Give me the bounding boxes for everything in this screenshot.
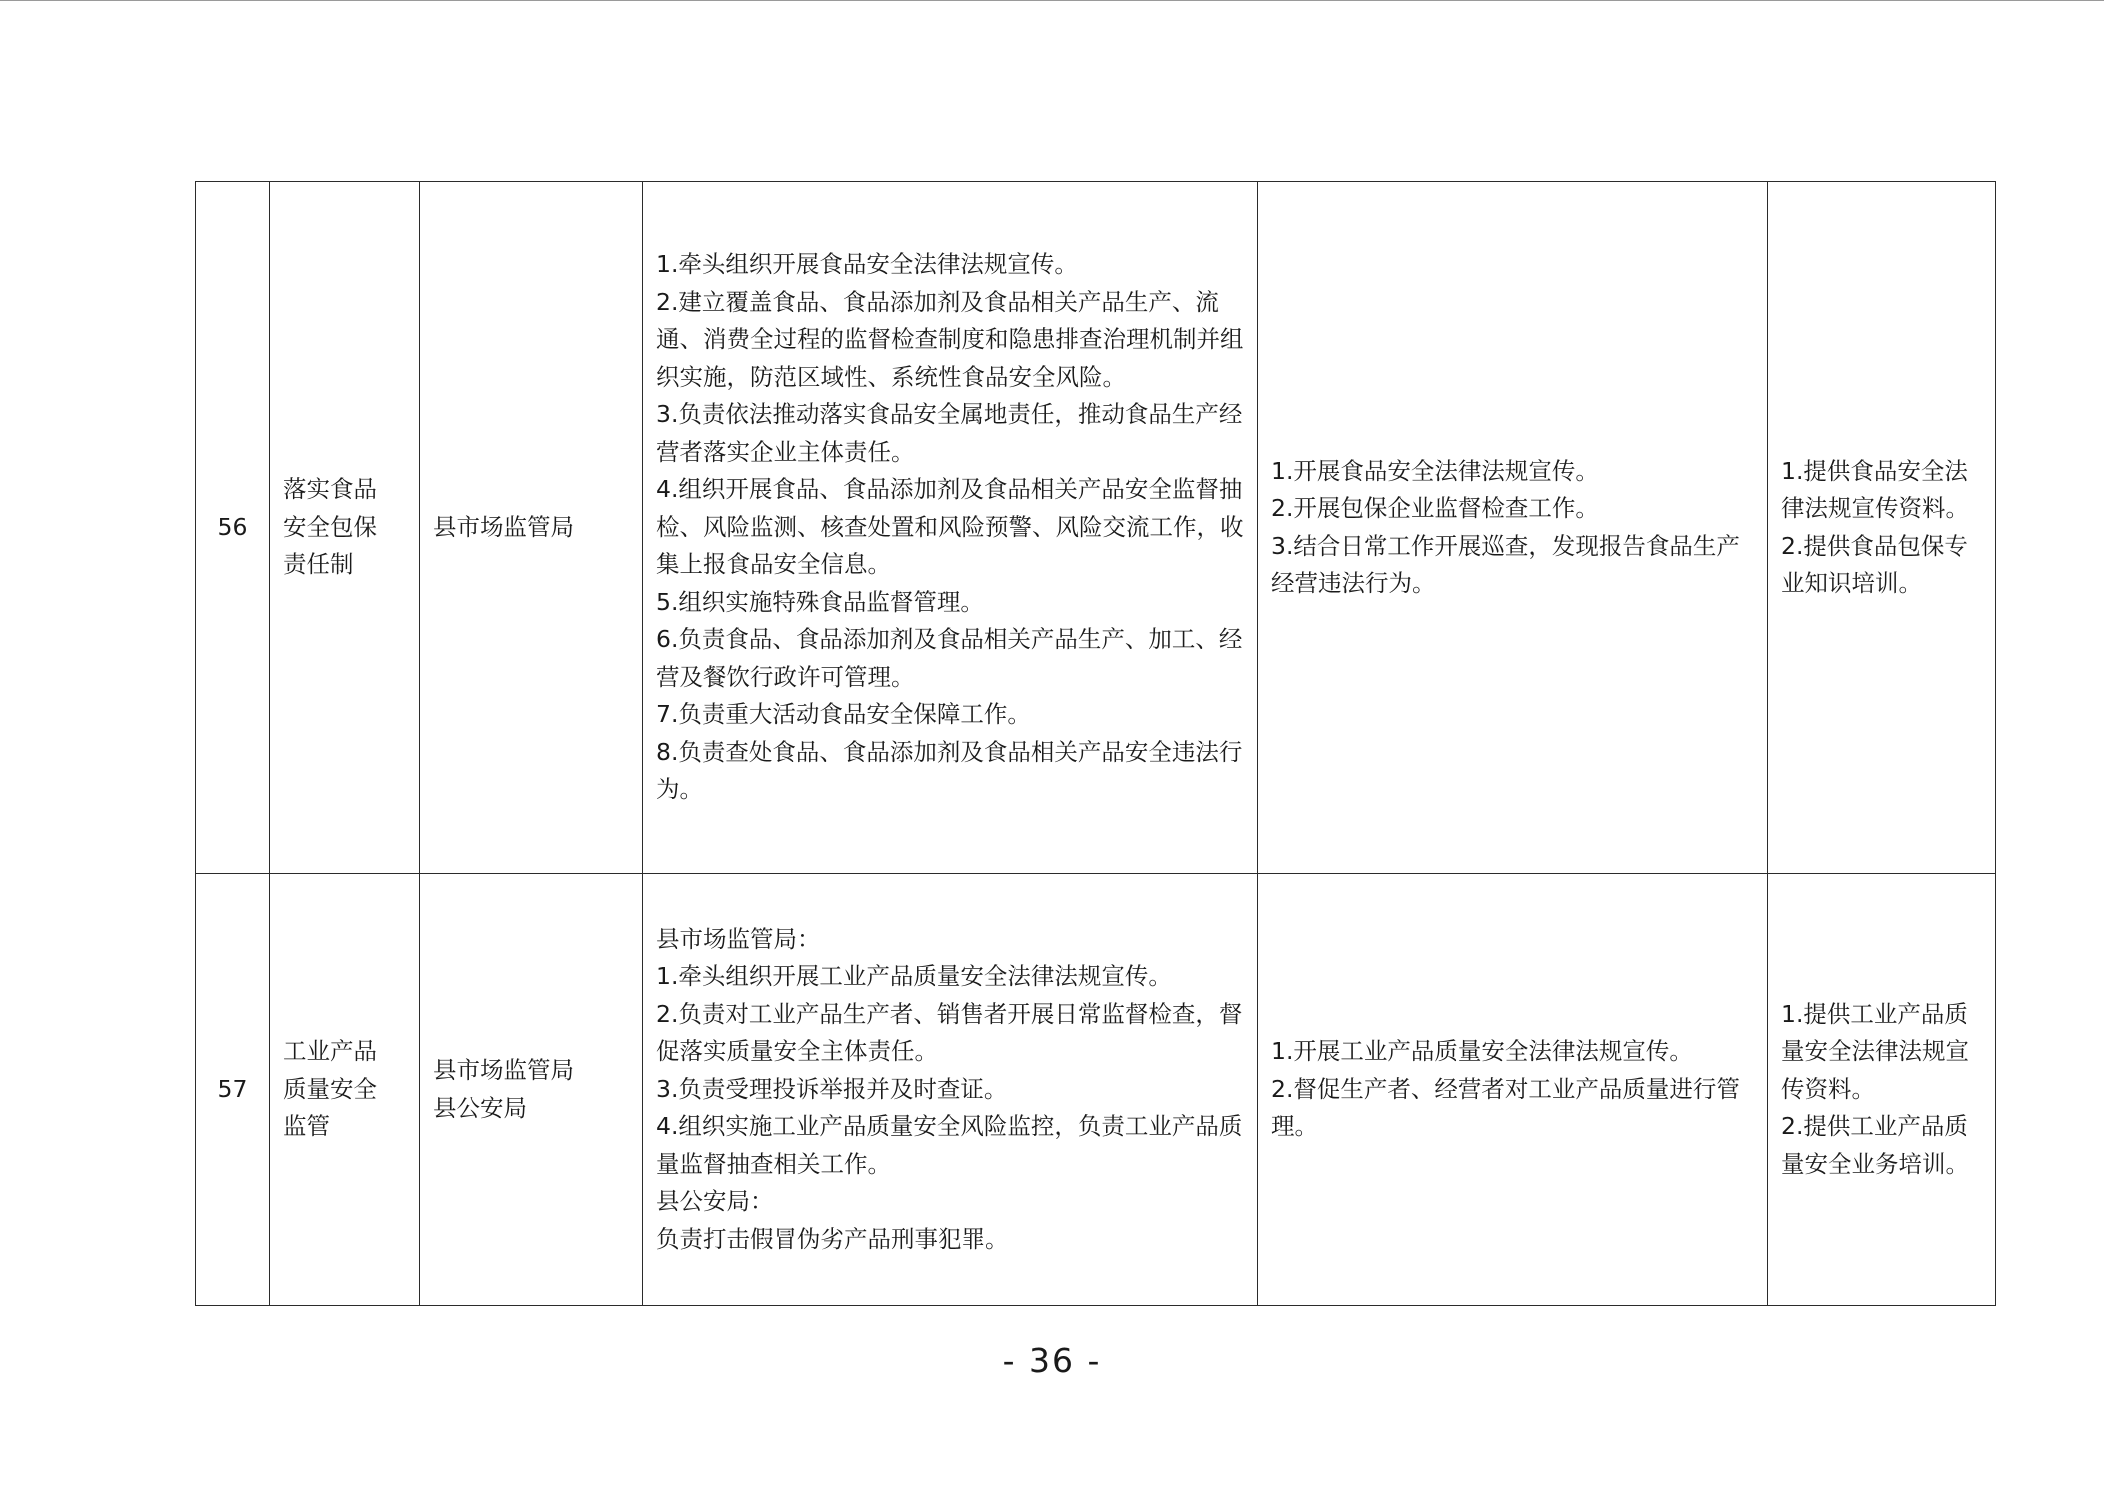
duty-item: 4.组织开展食品、食品添加剂及食品相关产品安全监督抽检、风险监测、核查处置和风险预警、风险交流工作，收集上报食品安全信息。	[656, 475, 1244, 579]
support-item: 2.提供工业产品质量安全业务培训。	[1781, 1112, 1969, 1178]
item-name-line: 质量安全	[283, 1074, 377, 1103]
duty-item: 3.负责依法推动落实食品安全属地责任，推动食品生产经营者落实企业主体责任。	[656, 400, 1243, 466]
task-item: 3.结合日常工作开展巡查，发现报告食品生产经营违法行为。	[1271, 531, 1740, 597]
support-item: 1.提供食品安全法律法规宣传资料。	[1781, 456, 1969, 522]
responsible-department	[420, 874, 643, 1306]
responsible-department	[420, 182, 643, 874]
task-item: 2.开展包保企业监督检查工作。	[1271, 494, 1599, 522]
duty-item: 2.负责对工业产品生产者、销售者开展日常监督检查，督促落实质量安全主体责任。	[656, 999, 1243, 1066]
duty-item: 县市场监管局：	[656, 924, 821, 953]
item-name-line: 监管	[283, 1112, 330, 1141]
duty-item: 5.组织实施特殊食品监督管理。	[656, 587, 984, 616]
department-name: 县市场监管局	[433, 1056, 574, 1084]
department-name: 县公安局	[433, 1093, 527, 1122]
item-name-line: 责任制	[283, 550, 354, 579]
support-item: 1.提供工业产品质量安全法律法规宣传资料。	[1781, 999, 1969, 1103]
task-item: 2.督促生产者、经营者对工业产品质量进行管理。	[1271, 1074, 1740, 1141]
department-duties	[643, 874, 1258, 1306]
item-name	[270, 874, 420, 1306]
duty-item: 2.建立覆盖食品、食品添加剂及食品相关产品生产、流通、消费全过程的监督检查制度和隐患排查治理机制并组织实施，防范区域性、系统性食品安全风险。	[656, 287, 1244, 391]
department-duties	[643, 182, 1258, 874]
support-item: 2.提供食品包保专业知识培训。	[1781, 531, 1968, 597]
duty-item: 7.负责重大活动食品安全保障工作。	[656, 700, 1031, 729]
responsibility-table	[195, 181, 1996, 1306]
item-name-line: 工业产品	[283, 1037, 377, 1066]
top-border-line	[0, 0, 2104, 1]
item-name-line: 落实食品	[283, 475, 377, 504]
support-measures	[1768, 182, 1996, 874]
task-item: 1.开展工业产品质量安全法律法规宣传。	[1271, 1037, 1693, 1066]
page-number: - 36 -	[1002, 1341, 1102, 1380]
duty-item: 6.负责食品、食品添加剂及食品相关产品生产、加工、经营及餐饮行政许可管理。	[656, 625, 1243, 691]
row-number: 57	[196, 874, 270, 1306]
grassroots-tasks	[1258, 182, 1768, 874]
duty-item: 负责打击假冒伪劣产品刑事犯罪。	[656, 1224, 1009, 1253]
task-item: 1.开展食品安全法律法规宣传。	[1271, 456, 1599, 485]
duty-item: 1.牵头组织开展食品安全法律法规宣传。	[656, 250, 1078, 279]
item-name	[270, 182, 420, 874]
table-row	[196, 182, 1996, 874]
row-number: 56	[196, 182, 270, 874]
duty-item: 4.组织实施工业产品质量安全风险监控，负责工业产品质量监督抽查相关工作。	[656, 1112, 1243, 1178]
table-row	[196, 874, 1996, 1306]
duty-item: 县公安局：	[656, 1187, 774, 1216]
grassroots-tasks	[1258, 874, 1768, 1306]
department-name: 县市场监管局	[433, 512, 574, 541]
duty-item: 8.负责查处食品、食品添加剂及食品相关产品安全违法行为。	[656, 737, 1243, 804]
item-name-line: 安全包保	[283, 512, 377, 541]
duty-item: 3.负责受理投诉举报并及时查证。	[656, 1074, 1008, 1103]
support-measures	[1768, 874, 1996, 1306]
duty-item: 1.牵头组织开展工业产品质量安全法律法规宣传。	[656, 962, 1172, 991]
